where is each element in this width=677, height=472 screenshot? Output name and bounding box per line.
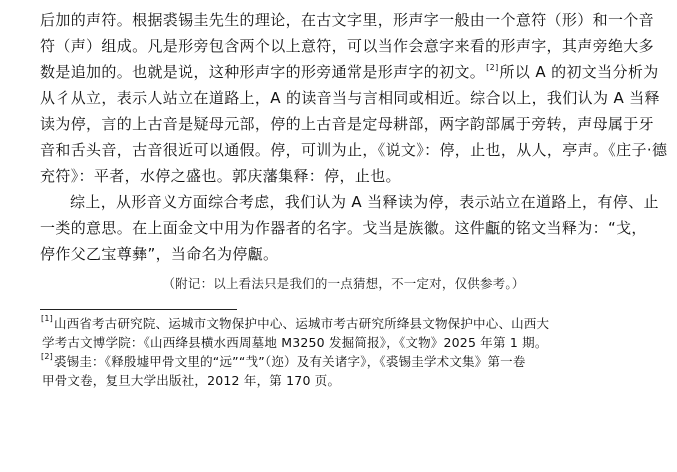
footnote-marker: [1] (41, 314, 53, 323)
footnote-text: 裘锡圭：《释殷墟甲骨文里的“远”“𢦏”（迩）及有关诸字》，《裘锡圭学术文集》第一卷 (53, 354, 526, 369)
text-line: 后加的声符。根据裘锡圭先生的理论，在古文字里，形声字一般由一个意符（形）和一个音 (40, 11, 655, 29)
footnote-marker: [2] (41, 352, 53, 361)
footnote-1-continued: 学考古文博学院：《山西绛县横水西周墓地 M3250 发掘简报》，《文物》2025 年第 1 期。 (42, 335, 548, 350)
text-line (40, 59, 659, 85)
footnote-divider (40, 309, 237, 310)
text-line: 综上，从形音义方面综合考虑，我们认为 A 当释读为停，表示站立在道路上，有停、止 (70, 193, 659, 211)
text-line: 停作父乙宝尊彝”，当命名为停甗。 (40, 245, 279, 263)
text-line: 充符》：平者，水停之盛也。郭庆藩集释：停，止也。 (40, 167, 401, 185)
footnote-1 (40, 314, 647, 333)
text-line: 从彳从立，表示人站立在道路上，A 的读音当与言相同或相近。综合以上，我们认为 A 当释 (40, 89, 660, 107)
footnote-ref[interactable]: [2] (486, 63, 499, 72)
postscript-note: （附记：以上看法只是我们的一点猜想，不一定对，仅供参考。） (162, 276, 525, 291)
text-line: 符（声）组成。凡是形旁包含两个以上意符，可以当作会意字来看的形声字，其声旁绝大多 (40, 37, 655, 55)
text-line: 读为停，言的上古音是疑母元部，停的上古音是定母耕部，两字韵部属于旁转，声母属于牙 (40, 115, 655, 133)
document-page (40, 0, 668, 390)
text-segment: 所以 A 的初文当分析为 (499, 63, 659, 81)
text-line: 音和舌头音，古音很近可以通假。停，可训为止，《说文》：停，止也，从人，亭声。《庄子·德 (40, 141, 668, 159)
paragraph-analysis (40, 0, 668, 189)
paragraph-conclusion (40, 189, 659, 267)
footnote-text: 山西省考古研究院、运城市文物保护中心、运城市考古研究所绛县文物保护中心、山西大 (53, 316, 550, 331)
footnote-2 (40, 352, 647, 371)
footnotes (40, 314, 647, 390)
text-segment: 数是追加的。也就是说，这种形声字的形旁通常是形声字的初文。 (40, 63, 486, 81)
text-line: 一类的意思。在上面金文中用为作器者的名字。戈当是族徽。这件甗的铭文当释为：“戈， (40, 219, 647, 237)
footnote-2-continued: 甲骨文卷，复旦大学出版社，2012 年，第 170 页。 (42, 373, 341, 388)
